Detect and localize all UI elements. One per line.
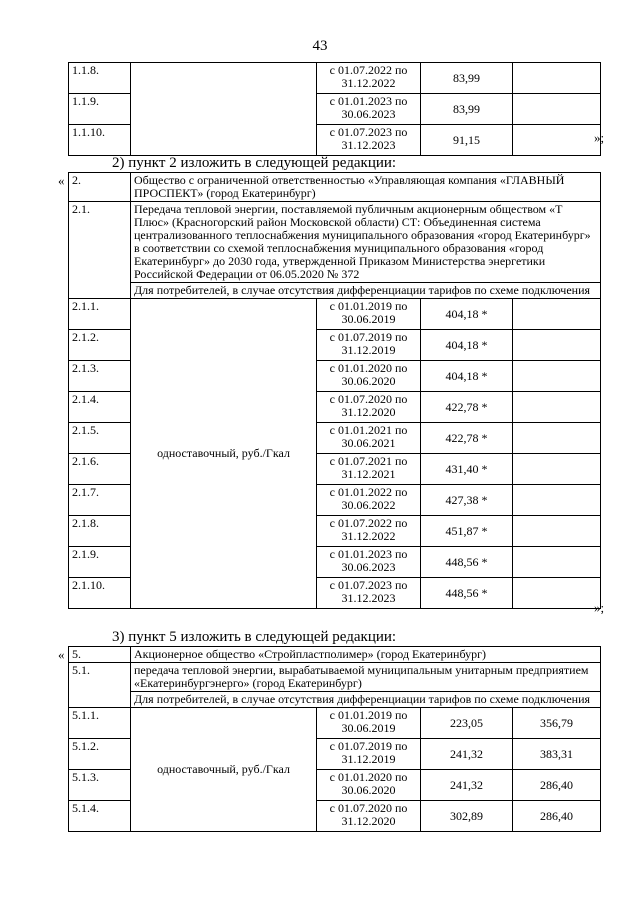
tariff-value: 404,18 *: [421, 361, 513, 392]
close-quote-mark: »;: [594, 130, 605, 145]
open-quote-mark: «: [58, 173, 65, 188]
row-number: 2.1.5.: [69, 423, 131, 454]
consumers-row: [69, 692, 601, 708]
tariff-value: 427,38 *: [421, 485, 513, 516]
tariff-value: 448,56 *: [421, 547, 513, 578]
period-cell: с 01.01.2023 по 30.06.2023: [317, 94, 421, 125]
tariff-value-2: [513, 299, 601, 330]
tariff-value-2: [513, 94, 601, 125]
row-number: 2.1.6.: [69, 454, 131, 485]
row-number: 5.1.3.: [69, 770, 131, 801]
row-number: 2.1.3.: [69, 361, 131, 392]
period-cell: с 01.01.2019 по 30.06.2019: [317, 708, 421, 739]
row-number: 5.1.1.: [69, 708, 131, 739]
period-cell: с 01.01.2022 по 30.06.2022: [317, 485, 421, 516]
tariff-unit: одноставочный, руб./Гкал: [131, 708, 317, 832]
tariff-value-2: [513, 547, 601, 578]
service-number: 5.1.: [69, 663, 131, 708]
period-cell: с 01.01.2021 по 30.06.2021: [317, 423, 421, 454]
row-number: 5.1.2.: [69, 739, 131, 770]
tariff-value: 451,87 *: [421, 516, 513, 547]
row-number: 2.1.1.: [69, 299, 131, 330]
period-cell: с 01.01.2023 по 30.06.2023: [317, 547, 421, 578]
row-number: 2.1.9.: [69, 547, 131, 578]
unit-cell: [131, 63, 317, 156]
page-number: 43: [312, 38, 328, 54]
period-cell: с 01.07.2021 по 31.12.2021: [317, 454, 421, 485]
org-row: [69, 647, 601, 663]
tariff-value: 83,99: [421, 63, 513, 94]
tariff-value-2: 383,31: [513, 739, 601, 770]
table-row: [69, 299, 601, 330]
tariff-value: 241,32: [421, 739, 513, 770]
period-cell: с 01.07.2023 по 31.12.2023: [317, 125, 421, 156]
tariff-value: 91,15: [421, 125, 513, 156]
tariff-value-2: [513, 125, 601, 156]
row-number: 2.1.7.: [69, 485, 131, 516]
tariff-value: 404,18 *: [421, 299, 513, 330]
tariff-value-2: [513, 330, 601, 361]
tariff-value: 431,40 *: [421, 454, 513, 485]
close-quote-mark: »;: [594, 600, 605, 615]
service-row: [69, 202, 601, 283]
tariff-value-2: [513, 423, 601, 454]
tariff-value-2: 286,40: [513, 770, 601, 801]
period-cell: с 01.07.2022 по 31.12.2022: [317, 516, 421, 547]
tariff-value-2: [513, 485, 601, 516]
row-number: 1.1.8.: [69, 63, 131, 94]
period-cell: с 01.07.2023 по 31.12.2023: [317, 578, 421, 609]
row-number: 5.1.4.: [69, 801, 131, 832]
org-name: Общество с ограниченной ответственностью «Управляющая компания «ГЛАВНЫЙ ПРОСПЕКТ» (город Екатеринбург): [131, 173, 601, 202]
table-row: [69, 708, 601, 739]
row-number: 2.1.2.: [69, 330, 131, 361]
tariff-value-2: 356,79: [513, 708, 601, 739]
tariff-value-2: [513, 361, 601, 392]
tariff-value: 404,18 *: [421, 330, 513, 361]
tariff-value-2: [513, 392, 601, 423]
row-number: 1.1.9.: [69, 94, 131, 125]
tariff-value: 302,89: [421, 801, 513, 832]
tariff-value: 83,99: [421, 94, 513, 125]
tariff-value-2: 286,40: [513, 801, 601, 832]
tariff-value-2: [513, 454, 601, 485]
tariff-value-2: [513, 516, 601, 547]
row-number: 1.1.10.: [69, 125, 131, 156]
org-number: 5.: [69, 647, 131, 663]
open-quote-mark: «: [58, 647, 65, 662]
period-cell: с 01.07.2019 по 31.12.2019: [317, 739, 421, 770]
service-description: Передача тепловой энергии, поставляемой публичным акционерным обществом «Т Плюс» (Красногорский район Московской области) СТ: Объединенная система централизованного теплоснабжения муниципального образования «город Екатеринбург» в соответствии со схемой теплоснабжения муниципального образования «город Екатеринбург» до 2030 года, утвержденной Приказом Министерства энергетики Российской Федерации от 06.05.2020 № 372: [131, 202, 601, 283]
service-description: передача тепловой энергии, вырабатываемой муниципальным унитарным предприятием «Екатеринбургэнерго» (город Екатеринбург): [131, 663, 601, 692]
org-number: 2.: [69, 173, 131, 202]
row-number: 2.1.10.: [69, 578, 131, 609]
consumers-note: Для потребителей, в случае отсутствия дифференциации тарифов по схеме подключения: [131, 283, 601, 299]
org-name: Акционерное общество «Стройпластполимер» (город Екатеринбург): [131, 647, 601, 663]
service-number: 2.1.: [69, 202, 131, 299]
org-row: [69, 173, 601, 202]
tariff-value: 223,05: [421, 708, 513, 739]
period-cell: с 01.07.2019 по 31.12.2019: [317, 330, 421, 361]
period-cell: с 01.07.2020 по 31.12.2020: [317, 801, 421, 832]
period-cell: с 01.01.2020 по 30.06.2020: [317, 770, 421, 801]
tariff-table-1: [68, 62, 601, 156]
tariff-value: 448,56 *: [421, 578, 513, 609]
consumers-note: Для потребителей, в случае отсутствия дифференциации тарифов по схеме подключения: [131, 692, 601, 708]
tariff-value: 241,32: [421, 770, 513, 801]
tariff-table-2: [68, 172, 601, 609]
period-cell: с 01.01.2019 по 30.06.2019: [317, 299, 421, 330]
period-cell: с 01.07.2022 по 31.12.2022: [317, 63, 421, 94]
tariff-value: 422,78 *: [421, 392, 513, 423]
row-number: 2.1.4.: [69, 392, 131, 423]
tariff-value: 422,78 *: [421, 423, 513, 454]
section-heading-3: 3) пункт 5 изложить в следующей редакции:: [112, 629, 397, 645]
tariff-value-2: [513, 63, 601, 94]
table-row: [69, 63, 601, 94]
tariff-value-2: [513, 578, 601, 609]
consumers-row: [69, 283, 601, 299]
section-heading-2: 2) пункт 2 изложить в следующей редакции:: [112, 155, 397, 171]
period-cell: с 01.01.2020 по 30.06.2020: [317, 361, 421, 392]
service-row: [69, 663, 601, 692]
tariff-unit: одноставочный, руб./Гкал: [131, 299, 317, 609]
row-number: 2.1.8.: [69, 516, 131, 547]
tariff-table-3: [68, 646, 601, 832]
period-cell: с 01.07.2020 по 31.12.2020: [317, 392, 421, 423]
